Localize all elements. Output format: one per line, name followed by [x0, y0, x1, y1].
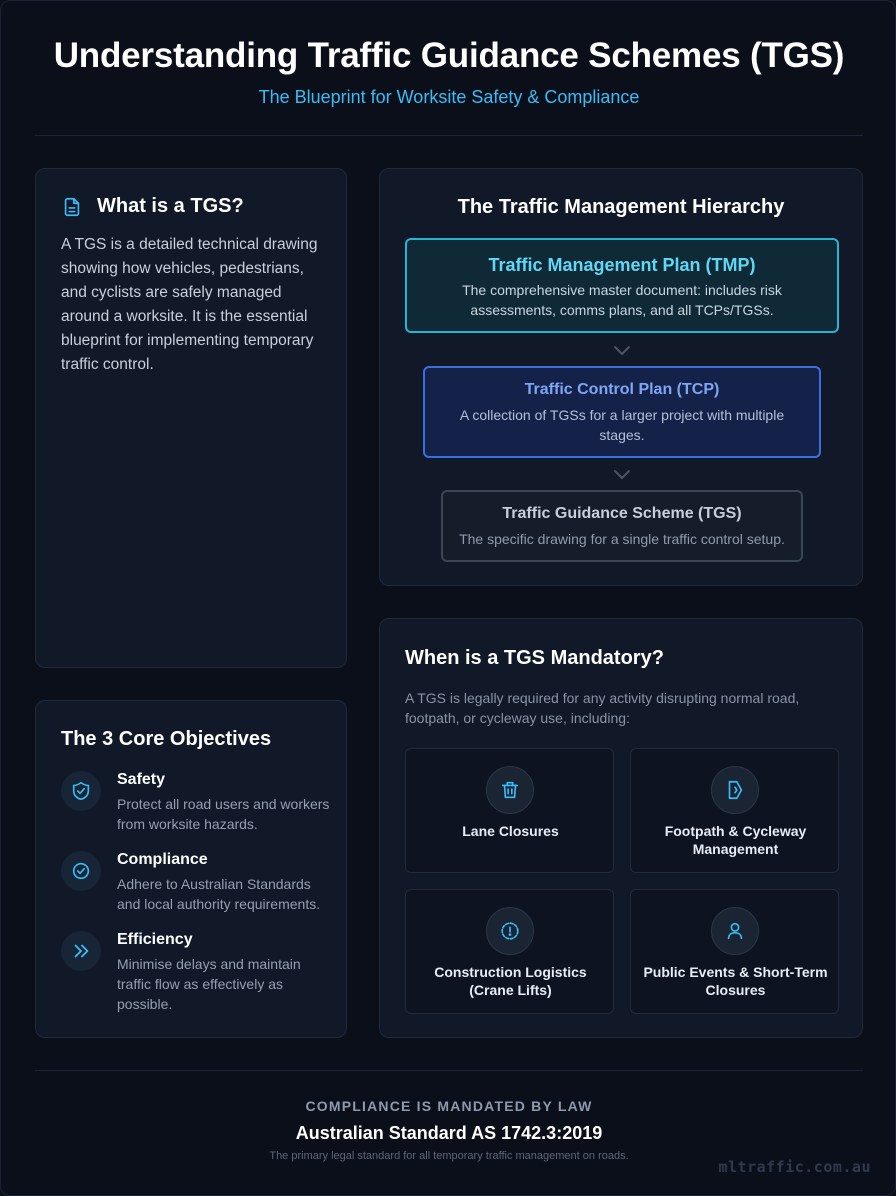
- page-title: Understanding Traffic Guidance Schemes (TGS): [53, 36, 845, 75]
- mandatory-item-label: Lane Closures: [462, 823, 559, 839]
- hierarchy-level-desc: A collection of TGSs for a larger project with multiple stages.: [459, 407, 785, 443]
- objective-title: Compliance: [117, 851, 208, 868]
- footer-kicker: COMPLIANCE IS MANDATED BY LAW: [305, 1098, 593, 1114]
- mandatory-item-events: [630, 889, 839, 1014]
- alert-gauge-icon: [499, 920, 521, 942]
- hierarchy-title: The Traffic Management Hierarchy: [457, 196, 785, 218]
- hierarchy-card: [379, 168, 863, 586]
- mandatory-item-footpath: [630, 748, 839, 873]
- hierarchy-level-desc: The comprehensive master document: includes risk assessments, comms plans, and all TCPs/TGSs.: [462, 282, 782, 318]
- mandatory-icon-badge: [486, 907, 534, 955]
- hierarchy-level-tmp: [405, 238, 839, 333]
- chevron-down-icon: [612, 469, 632, 481]
- core-objectives-title: The 3 Core Objectives: [61, 728, 272, 750]
- objective-title: Efficiency: [117, 931, 193, 948]
- chevron-down-icon: [612, 345, 632, 357]
- footer-standard: Australian Standard AS 1742.3:2019: [295, 1123, 603, 1143]
- mandatory-item-label: Construction Logistics (Crane Lifts): [434, 964, 587, 998]
- objective-icon-badge: [61, 931, 101, 971]
- hierarchy-level-tgs: [441, 490, 803, 562]
- objective-desc: Minimise delays and maintain traffic flow as effectively as possible.: [117, 956, 301, 1012]
- tag-icon: [724, 779, 746, 801]
- trash-icon: [499, 779, 521, 801]
- double-chevron-right-icon: [70, 940, 92, 962]
- mandatory-icon-badge: [711, 766, 759, 814]
- mandatory-card: [379, 618, 863, 1038]
- person-icon: [724, 920, 746, 942]
- page-subtitle: The Blueprint for Worksite Safety & Compliance: [258, 87, 640, 107]
- objective-icon-badge: [61, 851, 101, 891]
- hierarchy-level-desc: The specific drawing for a single traffic control setup.: [459, 531, 785, 547]
- mandatory-item-label: Footpath & Cycleway Management: [664, 823, 807, 857]
- header: [35, 1, 863, 136]
- objective-desc: Adhere to Australian Standards and local authority requirements.: [117, 876, 321, 912]
- footer: [35, 1070, 871, 1196]
- mandatory-intro: A TGS is legally required for any activity disrupting normal road, footpath, or cycleway use, including:: [405, 690, 800, 726]
- hierarchy-level-title: Traffic Management Plan (TMP): [488, 255, 756, 275]
- check-circle-icon: [70, 860, 92, 882]
- brand-watermark: mltraffic.com.au: [718, 1158, 871, 1176]
- what-is-tgs-header: [61, 195, 244, 218]
- footer-note: The primary legal standard for all temporary traffic management on roads.: [269, 1150, 629, 1162]
- mandatory-item-label: Public Events & Short-Term Closures: [643, 964, 828, 998]
- objective-icon-badge: [61, 771, 101, 811]
- hierarchy-level-tcp: [423, 366, 821, 458]
- hierarchy-level-title: Traffic Control Plan (TCP): [524, 381, 720, 398]
- what-is-tgs-title: What is a TGS?: [97, 195, 244, 217]
- what-is-tgs-card: [35, 168, 347, 668]
- mandatory-item-lane-closures: [405, 748, 614, 873]
- document-icon: [61, 196, 83, 218]
- shield-check-icon: [70, 780, 92, 802]
- objective-title: Safety: [117, 771, 166, 788]
- mandatory-icon-badge: [711, 907, 759, 955]
- mandatory-title: When is a TGS Mandatory?: [405, 647, 664, 669]
- core-objectives-card: [35, 700, 347, 1038]
- hierarchy-level-title: Traffic Guidance Scheme (TGS): [502, 505, 742, 522]
- mandatory-icon-badge: [486, 766, 534, 814]
- mandatory-item-construction: [405, 889, 614, 1014]
- what-is-tgs-body: A TGS is a detailed technical drawing showing how vehicles, pedestrians, and cyclists are safely managed around a worksite. It is the essential blueprint for implementing temporary traffic control.: [61, 236, 318, 373]
- objective-desc: Protect all road users and workers from worksite hazards.: [117, 796, 330, 832]
